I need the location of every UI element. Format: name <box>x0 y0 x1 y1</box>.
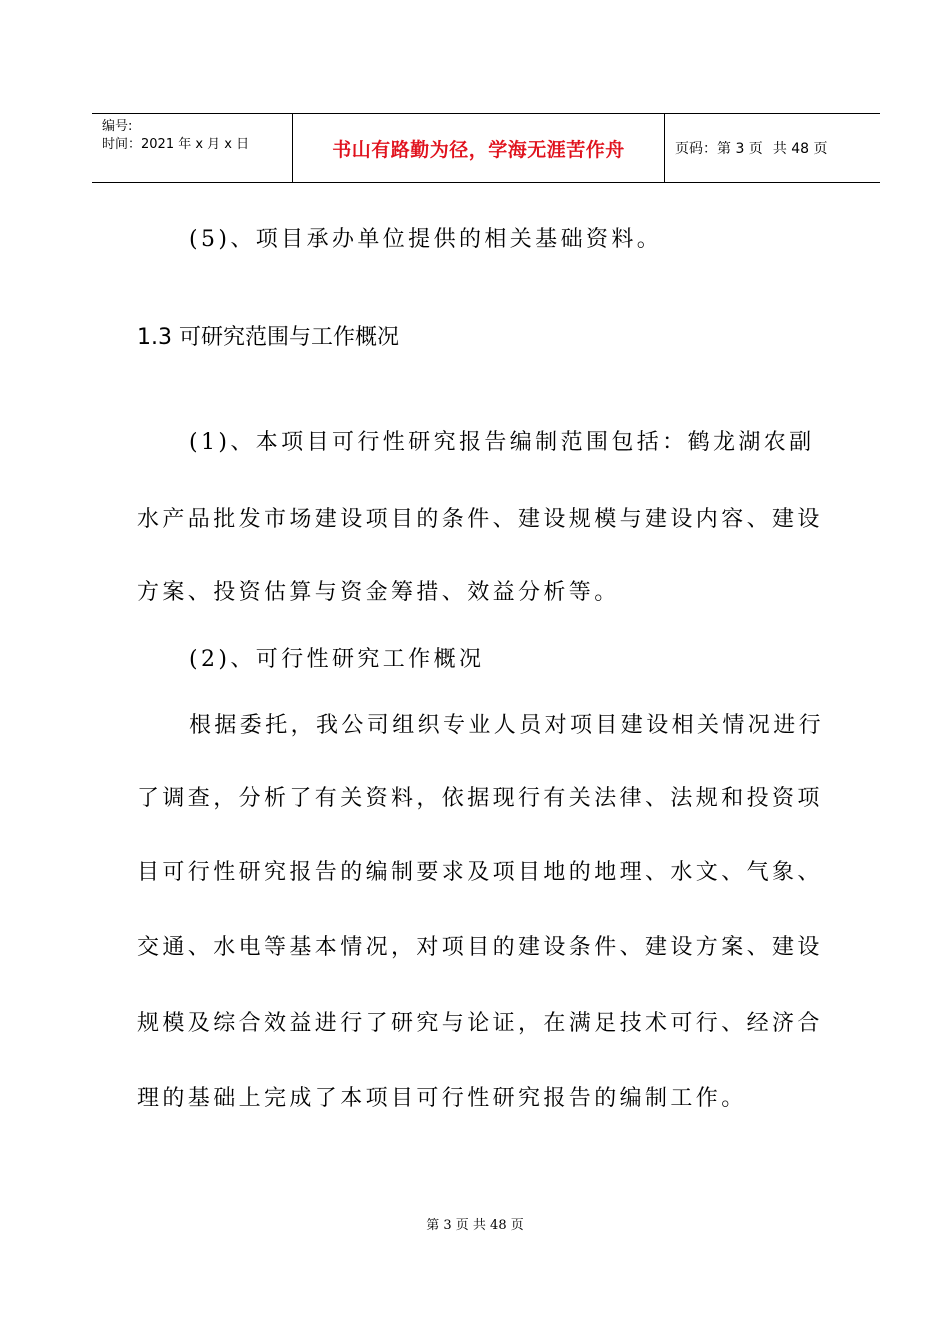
item-5-text: (5)、项目承办单位提供的相关基础资料。 <box>189 227 663 252</box>
paragraph-1-line: 水产品批发市场建设项目的条件、建设规模与建设内容、建设 <box>137 507 823 532</box>
paragraph-2-line: 规模及综合效益进行了研究与论证，在满足技术可行、经济合 <box>137 1011 823 1036</box>
header-meta <box>102 118 249 154</box>
paragraph-2-line: 交通、水电等基本情况，对项目的建设条件、建设方案、建设 <box>137 935 823 960</box>
paragraph-2-line: 理的基础上完成了本项目可行性研究报告的编制工作。 <box>137 1086 747 1111</box>
header-divider <box>664 114 665 182</box>
paragraph-1-line: 方案、投资估算与资金筹措、效益分析等。 <box>137 580 620 605</box>
paragraph-1-line: (1)、本项目可行性研究报告编制范围包括：鹤龙湖农副 <box>189 430 815 455</box>
item-2-text: (2)、可行性研究工作概况 <box>189 647 485 672</box>
header-page-number: 页码：第 3 页 <box>675 141 763 157</box>
header-total-pages: 共 48 页 <box>772 141 828 157</box>
paragraph-2-line: 目可行性研究报告的编制要求及项目地的地理、水文、气象、 <box>137 860 823 885</box>
section-heading: 1.3 可研究范围与工作概况 <box>137 325 399 350</box>
header-motto: 书山有路勤为径，学海无涯苦作舟 <box>332 138 625 161</box>
paragraph-2-line: 了调查，分析了有关资料，依据现行有关法律、法规和投资项 <box>137 786 823 811</box>
page-header <box>92 113 880 183</box>
document-time-label: 时间：2021 年 x 月 x 日 <box>102 137 250 152</box>
header-page-info <box>675 114 828 182</box>
page-footer: 第 3 页 共 48 页 <box>426 1218 524 1233</box>
document-number-label: 编号: <box>102 119 133 134</box>
paragraph-2-line: 根据委托，我公司组织专业人员对项目建设相关情况进行 <box>189 713 825 738</box>
